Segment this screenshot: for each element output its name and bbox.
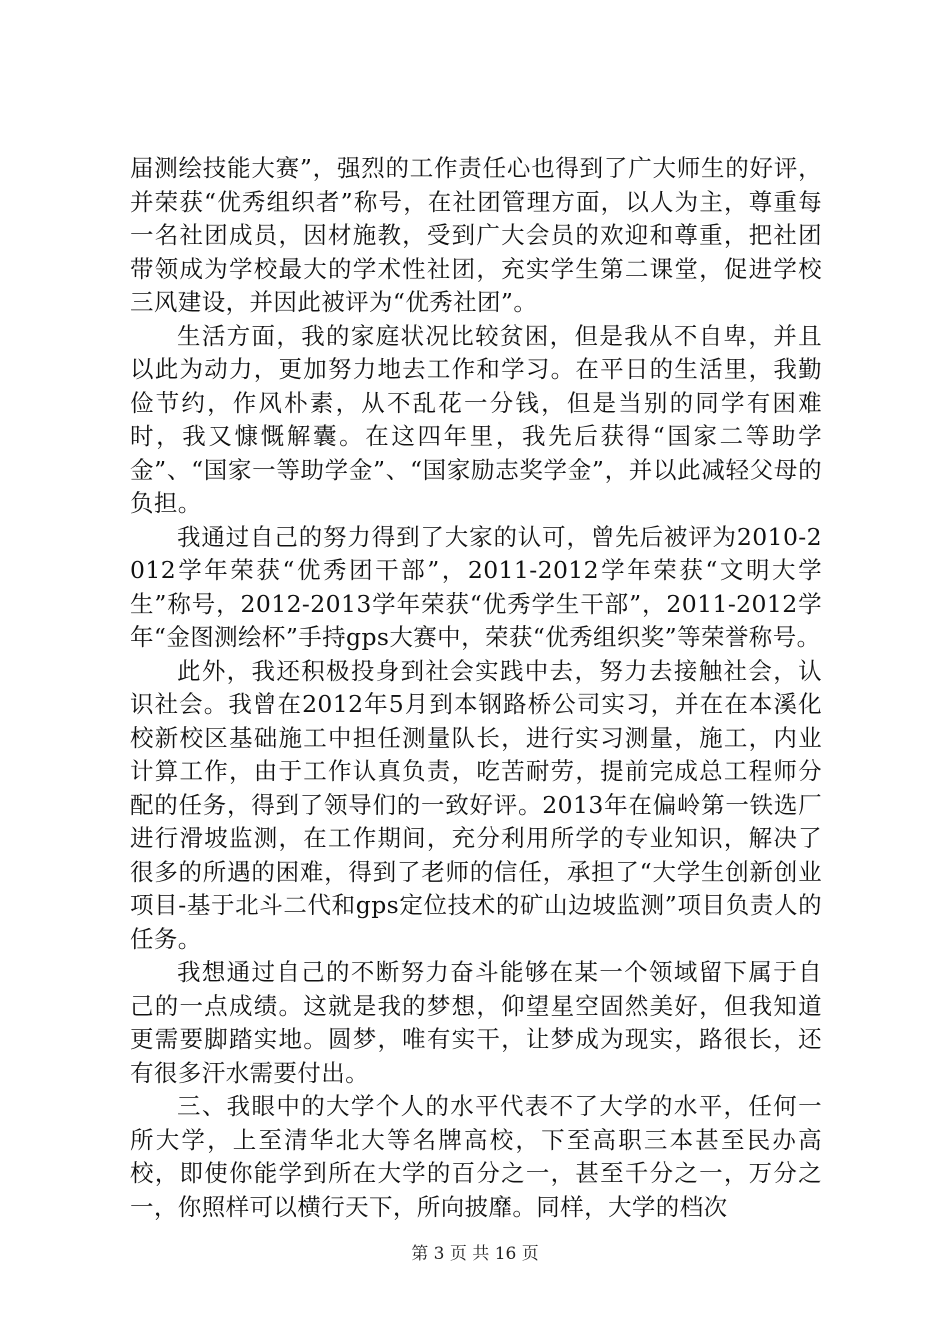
paragraph-practice: 此外，我还积极投身到社会实践中去，努力去接触社会，认识社会。我曾在2012年5月到本钢路桥公司实习，并在在本溪化校新校区基础施工中担任测量队长，进行实习测量，施工，内业计算工作，由于工作认真负责，吃苦耐劳，提前完成总工程师分配的任务，得到了领导们的一致好评。2013年在偏岭第一铁选厂进行滑坡监测，在工作期间，充分利用所学的专业知识，解决了很多的所遇的困难，得到了老师的信任，承担了“大学生创新创业项目-基于北斗二代和gps定位技术的矿山边坡监测”项目负责人的任务。 — [130, 656, 822, 953]
paragraph-dream: 我想通过自己的不断努力奋斗能够在某一个领域留下属于自己的一点成绩。这就是我的梦想，仰望星空固然美好，但我知道更需要脚踏实地。圆梦，唯有实干，让梦成为现实，路很长，还有很多汗水需要付出。 — [130, 958, 822, 1087]
paragraph-honors: 我通过自己的努力得到了大家的认可，曾先后被评为2010-2012学年荣获“优秀团干部”，2011-2012学年荣获“文明大学生”称号，2012-2013学年荣获“优秀学生干部”，2011-2012学年“金图测绘杯”手持gps大赛中，荣获“优秀组织奖”等荣誉称号。 — [130, 522, 822, 651]
paragraph-university: 三、我眼中的大学个人的水平代表不了大学的水平，任何一所大学，上至清华北大等名牌高校，下至高职三本甚至民办高校，即使你能学到所在大学的百分之一，甚至千分之一，万分之一，你照样可以横行天下，所向披靡。同样，大学的档次 — [130, 1092, 822, 1221]
document-body — [130, 152, 822, 1224]
paragraph-living: 生活方面，我的家庭状况比较贫困，但是我从不自卑，并且以此为动力，更加努力地去工作和学习。在平日的生活里，我勤俭节约，作风朴素，从不乱花一分钱，但是当别的同学有困难时，我又慷慨解囊。在这四年里，我先后获得“国家二等助学金”、“国家一等助学金”、“国家励志奖学金”，并以此减轻父母的负担。 — [130, 321, 822, 517]
page-footer: 第 3 页 共 16 页 — [411, 1244, 539, 1264]
paragraph-continuation: 届测绘技能大赛”，强烈的工作责任心也得到了广大师生的好评，并荣获“优秀组织者”称号，在社团管理方面，以人为主，尊重每一名社团成员，因材施教，受到广大会员的欢迎和尊重，把社团带领成为学校最大的学术性社团，充实学生第二课堂，促进学校三风建设，并因此被评为“优秀社团”。 — [130, 154, 822, 316]
